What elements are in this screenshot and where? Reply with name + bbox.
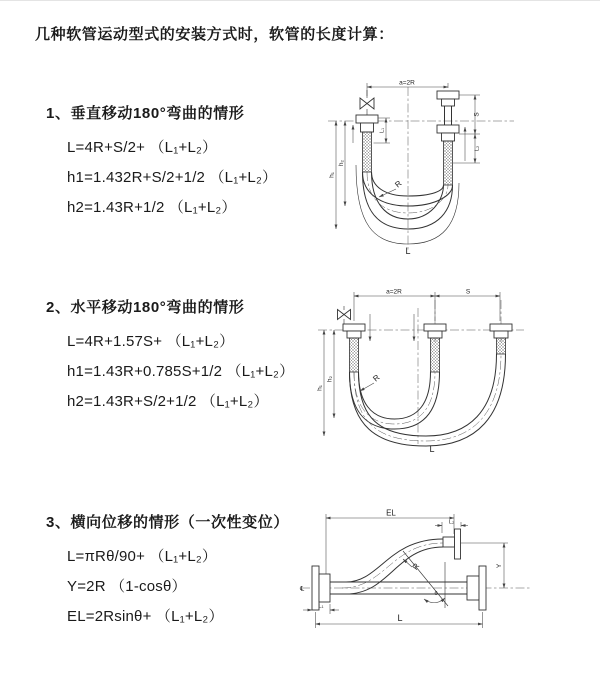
radius-leader xyxy=(360,383,374,391)
right-fitting xyxy=(490,324,512,354)
dim-label-l2: L₂ xyxy=(474,145,481,152)
section-heading: 1、垂直移动180°弯曲的情形 xyxy=(46,105,245,122)
radius-label: R xyxy=(410,561,422,572)
length-label: L xyxy=(429,444,435,454)
section-lateral-displacement xyxy=(46,511,289,632)
angle-label: θ xyxy=(434,591,438,597)
dim-label-el: EL xyxy=(386,508,396,518)
section-horizontal-180 xyxy=(46,296,294,417)
dim-label-a2r: a=2R xyxy=(386,288,402,296)
formula-line: h2=1.43R+1/2 （L₁+L₂） xyxy=(67,199,237,216)
connector-axes xyxy=(435,300,501,344)
upper-right-flange xyxy=(443,529,461,559)
left-fitting xyxy=(343,324,365,372)
dim-label-s: S xyxy=(465,288,471,296)
angle-construction-line xyxy=(403,551,448,606)
section-heading: 2、水平移动180°弯曲的情形 xyxy=(46,299,245,316)
lower-right-flange xyxy=(467,566,486,610)
extension-lines xyxy=(354,292,500,321)
formula-line: L=4R+1.57S+ （L₁+L₂） xyxy=(67,333,235,350)
length-label: L xyxy=(405,246,411,256)
formula-line: L=πRθ/90+ （L₁+L₂） xyxy=(67,548,218,565)
dim-label-h2: h₂ xyxy=(338,159,345,167)
formula-line: L=4R+S/2+ （L₁+L₂） xyxy=(67,139,218,156)
dim-label-l: L xyxy=(397,613,403,623)
middle-fitting xyxy=(424,324,446,372)
dim-label-s: S xyxy=(473,112,481,117)
formula-line: h2=1.43R+S/2+1/2 （L₁+L₂） xyxy=(67,393,269,410)
section-vertical-180 xyxy=(46,102,277,223)
radius-label: R xyxy=(371,372,382,384)
formula-line: EL=2Rsinθ+ （L₁+L₂） xyxy=(67,608,224,625)
dim-label-h2: h₂ xyxy=(326,375,334,383)
dim-label-y: Y xyxy=(496,563,503,569)
diagram-vertical-180 xyxy=(310,73,522,256)
dim-label-h1: h₁ xyxy=(316,385,324,391)
radius-label: R xyxy=(393,178,404,190)
page-title: 几种软管运动型式的安装方式时，软管的长度计算： xyxy=(35,26,394,43)
diagram-horizontal-180 xyxy=(308,284,532,454)
formula-line: h1=1.432R+S/2+1/2 （L₁+L₂） xyxy=(67,169,278,186)
formula-line: Y=2R （1-cosθ） xyxy=(67,578,187,595)
hose-u-bend xyxy=(350,354,506,446)
centerline-mark: ℄ xyxy=(300,585,305,593)
dim-label-l1: L₁ xyxy=(379,128,386,133)
formula-line: h1=1.43R+0.785S+1/2 （L₁+L₂） xyxy=(67,363,295,380)
hose-s-curve xyxy=(342,539,443,594)
dim-label-l2: L₂ xyxy=(448,519,455,526)
left-fitting xyxy=(356,115,378,172)
dim-label-a2r: a=2R xyxy=(399,79,415,87)
dim-label-l1: L₁ xyxy=(318,603,324,610)
section-heading: 3、横向位移的情形（一次性变位） xyxy=(46,514,289,531)
dim-label-h1: h₁ xyxy=(328,172,336,178)
diagram-lateral-displacement xyxy=(296,504,536,649)
valve-icon xyxy=(360,90,374,115)
extension-lines xyxy=(326,514,454,580)
right-fitting xyxy=(437,91,459,185)
